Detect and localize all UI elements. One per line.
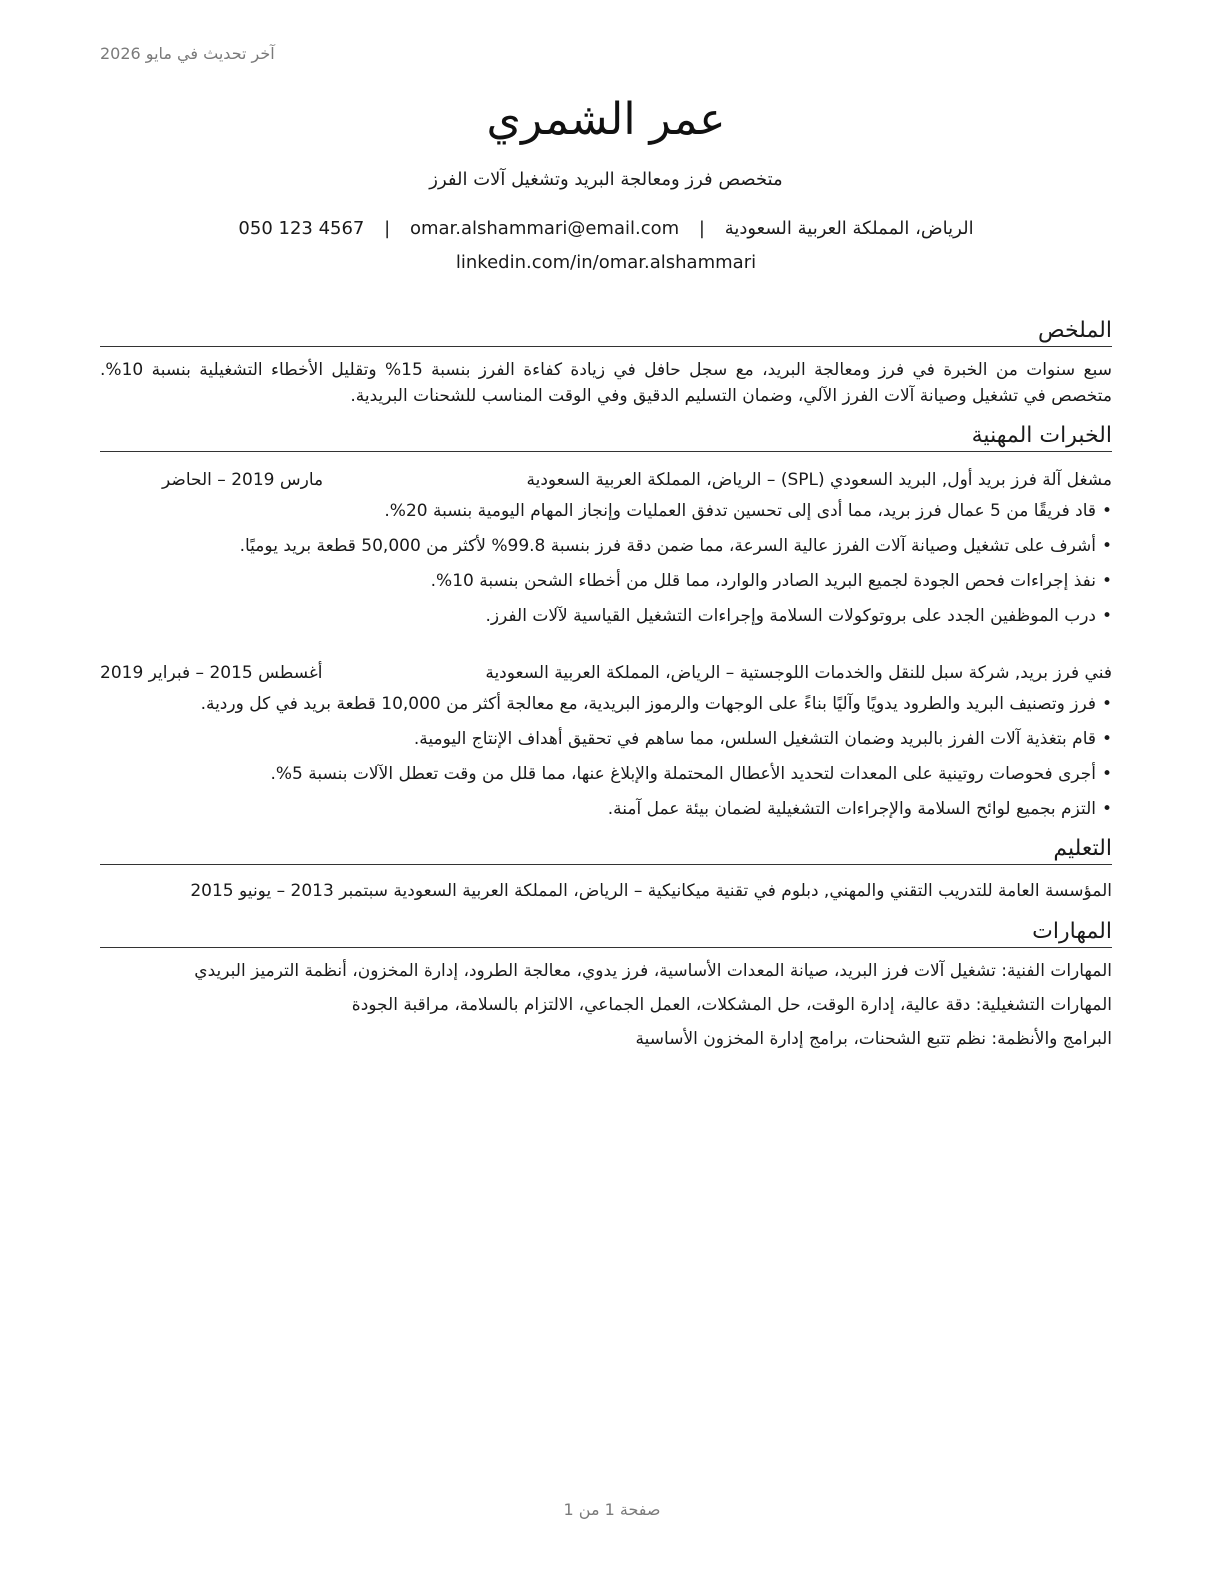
job-bullet: • نفذ إجراءات فحص الجودة لجميع البريد الصادر والوارد، مما قلل من أخطاء الشحن بنسبة 10%. <box>100 568 1112 594</box>
job-role: فني فرز بريد, شركة سبل للنقل والخدمات اللوجستية – الرياض، المملكة العربية السعودية <box>485 663 1112 683</box>
section-title-summary: الملخص <box>100 316 1112 347</box>
candidate-tagline: متخصص فرز ومعالجة البريد وتشغيل آلات الفرز <box>429 169 783 190</box>
job-entry <box>100 466 1112 629</box>
job-bullet: • قام بتغذية آلات الفرز بالبريد وضمان التشغيل السلس، مما ساهم في تحقيق أهداف الإنتاج اليومية. <box>100 726 1112 752</box>
job-bullet: • أجرى فحوصات روتينية على المعدات لتحديد الأعطال المحتملة والإبلاغ عنها، مما قلل من وقت تعطل الآلات بنسبة 5%. <box>100 761 1112 787</box>
contact-block <box>100 212 1112 280</box>
linkedin-link[interactable]: linkedin.com/in/omar.alshammari <box>455 252 757 273</box>
section-title-education: التعليم <box>100 834 1112 865</box>
job-bullet: • فرز وتصنيف البريد والطرود يدويًا وآليًا بناءً على الوجهات والرموز البريدية، مع معالجة أكثر من 10,000 قطعة بريد في كل وردية. <box>100 691 1112 717</box>
job-entry <box>100 659 1112 822</box>
job-bullet: • التزم بجميع لوائح السلامة والإجراءات التشغيلية لضمان بيئة عمل آمنة. <box>100 796 1112 822</box>
candidate-name: عمر الشمري <box>486 94 726 145</box>
skills-operational: المهارات التشغيلية: دقة عالية، إدارة الوقت، حل المشكلات، العمل الجماعي، الالتزام بالسلامة، مراقبة الجودة <box>351 995 1112 1015</box>
job-bullet: • درب الموظفين الجدد على بروتوكولات السلامة وإجراءات التشغيل القياسية لآلات الفرز. <box>100 603 1112 629</box>
section-title-skills: المهارات <box>100 917 1112 948</box>
job-role: مشغل آلة فرز بريد أول, البريد السعودي (SPL) – الرياض، المملكة العربية السعودية <box>526 470 1112 490</box>
phone-number: 050 123 4567 <box>238 218 365 239</box>
job-bullets <box>100 498 1112 629</box>
email-link[interactable]: omar.alshammari@email.com <box>409 218 680 239</box>
skills-section <box>100 917 1112 1052</box>
job-bullet: • قاد فريقًا من 5 عمال فرز بريد، مما أدى إلى تحسين تدفق العمليات وإنجاز المهام اليومية بنسبة 20%. <box>100 498 1112 524</box>
linkedin-line <box>100 246 1112 280</box>
location: الرياض، المملكة العربية السعودية <box>724 218 974 239</box>
education-section <box>100 834 1112 905</box>
skills-technical: المهارات الفنية: تشغيل آلات فرز البريد، صيانة المعدات الأساسية، فرز يدوي، معالجة الطرود، إدارة المخزون، أنظمة الترميز البريدي <box>194 961 1112 981</box>
experience-section <box>100 421 1112 822</box>
skills-software: البرامج والأنظمة: نظم تتبع الشحنات، برامج إدارة المخزون الأساسية <box>635 1029 1112 1049</box>
job-header <box>100 659 1112 687</box>
job-bullets <box>100 691 1112 822</box>
job-dates: مارس 2019 – الحاضر <box>162 470 324 490</box>
contact-line <box>100 212 1112 246</box>
job-bullet: • أشرف على تشغيل وصيانة آلات الفرز عالية السرعة، مما ضمن دقة فرز بنسبة 99.8% لأكثر من 50,000 قطعة بريد يوميًا. <box>100 533 1112 559</box>
last-updated-note: آخر تحديث في مايو 2026 <box>100 44 275 63</box>
summary-text: سبع سنوات من الخبرة في فرز ومعالجة البريد، مع سجل حافل في زيادة كفاءة الفرز بنسبة 15% وتقليل الأخطاء التشغيلية بنسبة 10%. متخصص في تشغيل وصيانة آلات الفرز الآلي، وضمان التسليم الدقيق وفي الوقت المناسب للشحنات البريدية. <box>100 360 1112 406</box>
section-title-experience: الخبرات المهنية <box>100 421 1112 452</box>
job-header <box>100 466 1112 494</box>
page-number: صفحة 1 من 1 <box>563 1500 661 1519</box>
resume-page <box>100 88 1112 1052</box>
separator: | <box>384 218 391 239</box>
job-dates: أغسطس 2015 – فبراير 2019 <box>100 663 323 683</box>
summary-section <box>100 316 1112 409</box>
separator: | <box>698 218 705 239</box>
education-entry: المؤسسة العامة للتدريب التقني والمهني, دبلوم في تقنية ميكانيكية – الرياض، المملكة العربية السعودية سبتمبر 2013 – يونيو 2015 <box>190 881 1112 901</box>
